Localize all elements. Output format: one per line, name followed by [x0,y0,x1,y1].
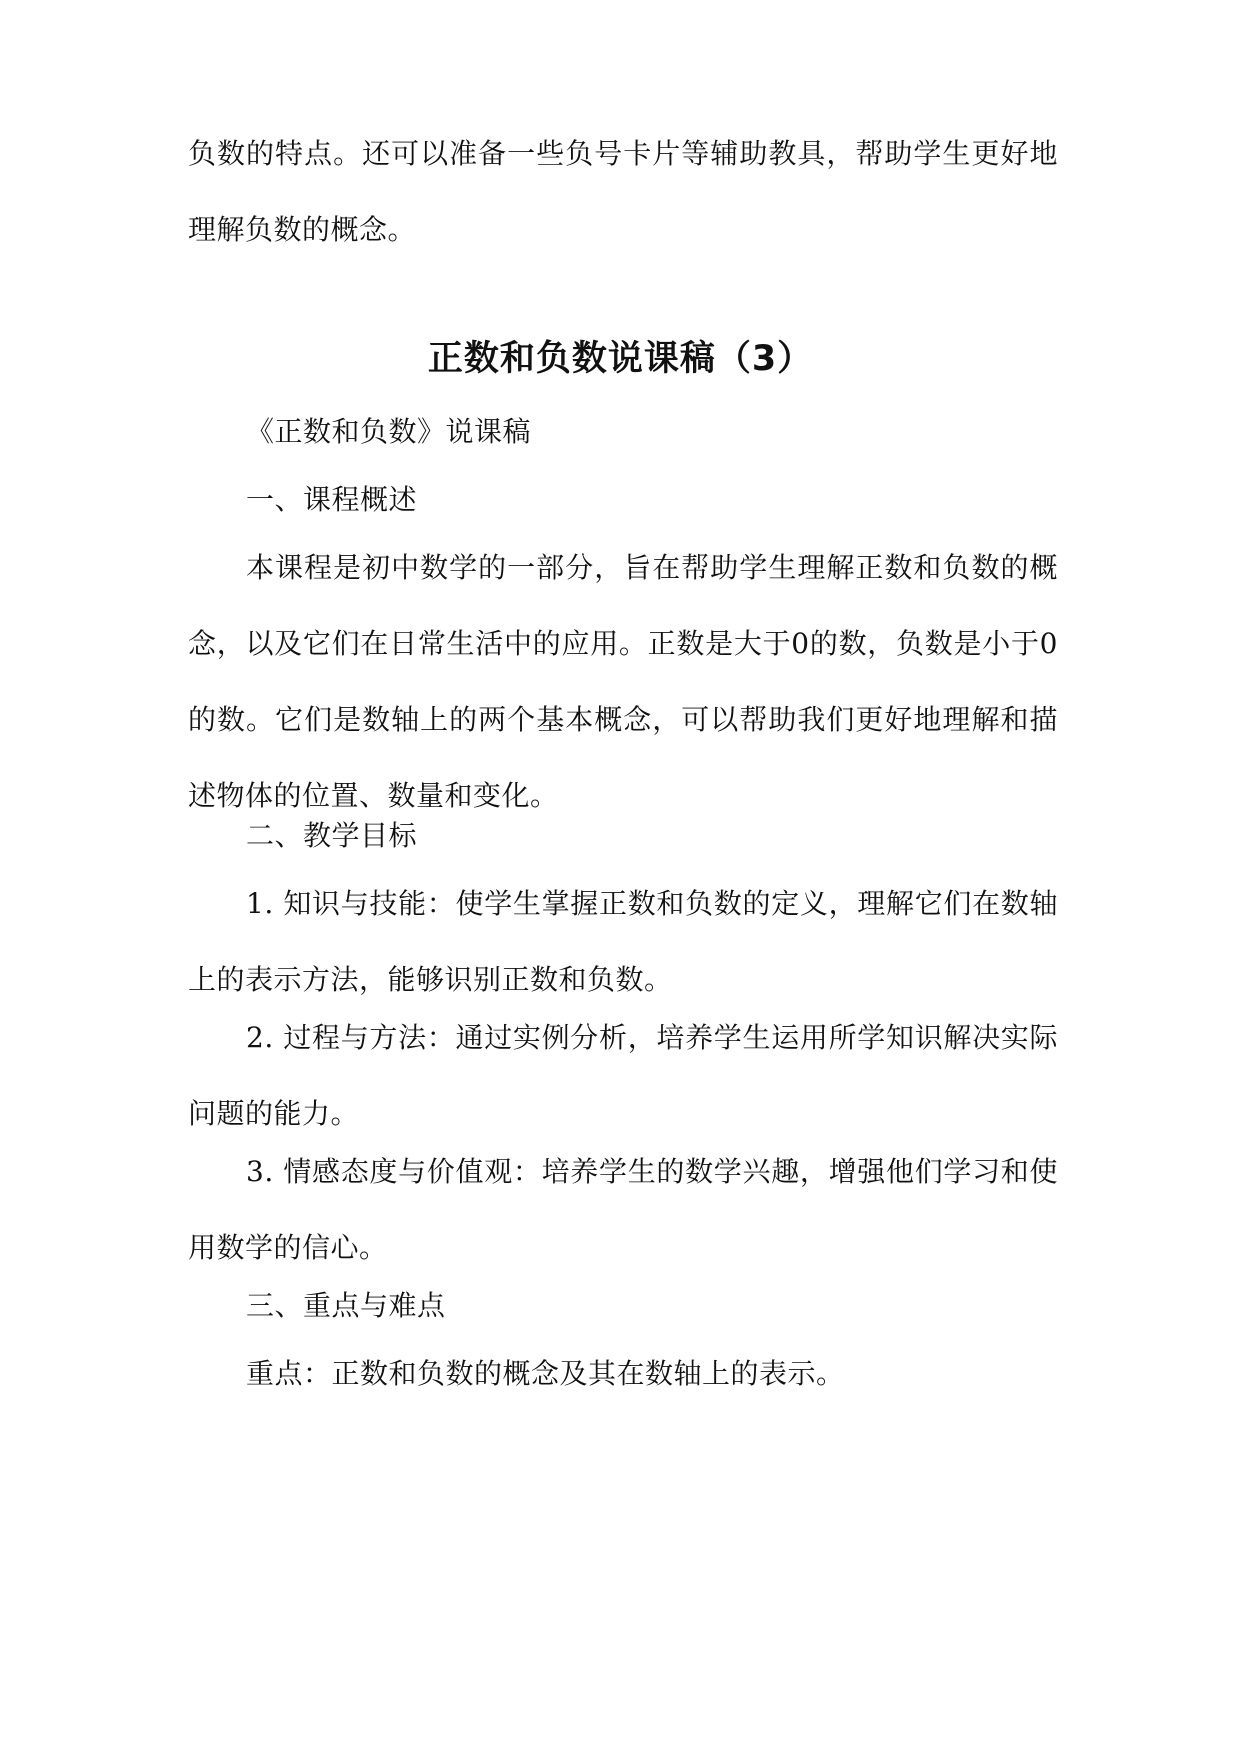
section-heading-objectives: 二、教学目标 [246,819,418,852]
section-title: 正数和负数说课稿（3） [427,339,814,379]
objective-attitude: 3. 情感态度与价值观：培养学生的数学兴趣，增强他们学习和使用数学的信心。 [188,1155,1058,1264]
continuation-paragraph: 负数的特点。还可以准备一些负号卡片等辅助教具，帮助学生更好地理解负数的概念。 [188,137,1058,246]
objective-process: 2. 过程与方法：通过实例分析，培养学生运用所学知识解决实际问题的能力。 [188,1021,1058,1130]
section-heading-key-points: 三、重点与难点 [246,1289,446,1322]
key-point-paragraph: 重点：正数和负数的概念及其在数轴上的表示。 [246,1357,845,1390]
section-heading-overview: 一、课程概述 [246,483,418,516]
overview-paragraph: 本课程是初中数学的一部分，旨在帮助学生理解正数和负数的概念，以及它们在日常生活中的应用。正数是大于0的数，负数是小于0的数。它们是数轴上的两个基本概念，可以帮助我们更好地理解和描述物体的位置、数量和变化。 [188,551,1058,812]
objective-knowledge: 1. 知识与技能：使学生掌握正数和负数的定义，理解它们在数轴上的表示方法，能够识别正数和负数。 [188,887,1058,996]
lesson-plan-heading: 《正数和负数》说课稿 [246,415,532,448]
